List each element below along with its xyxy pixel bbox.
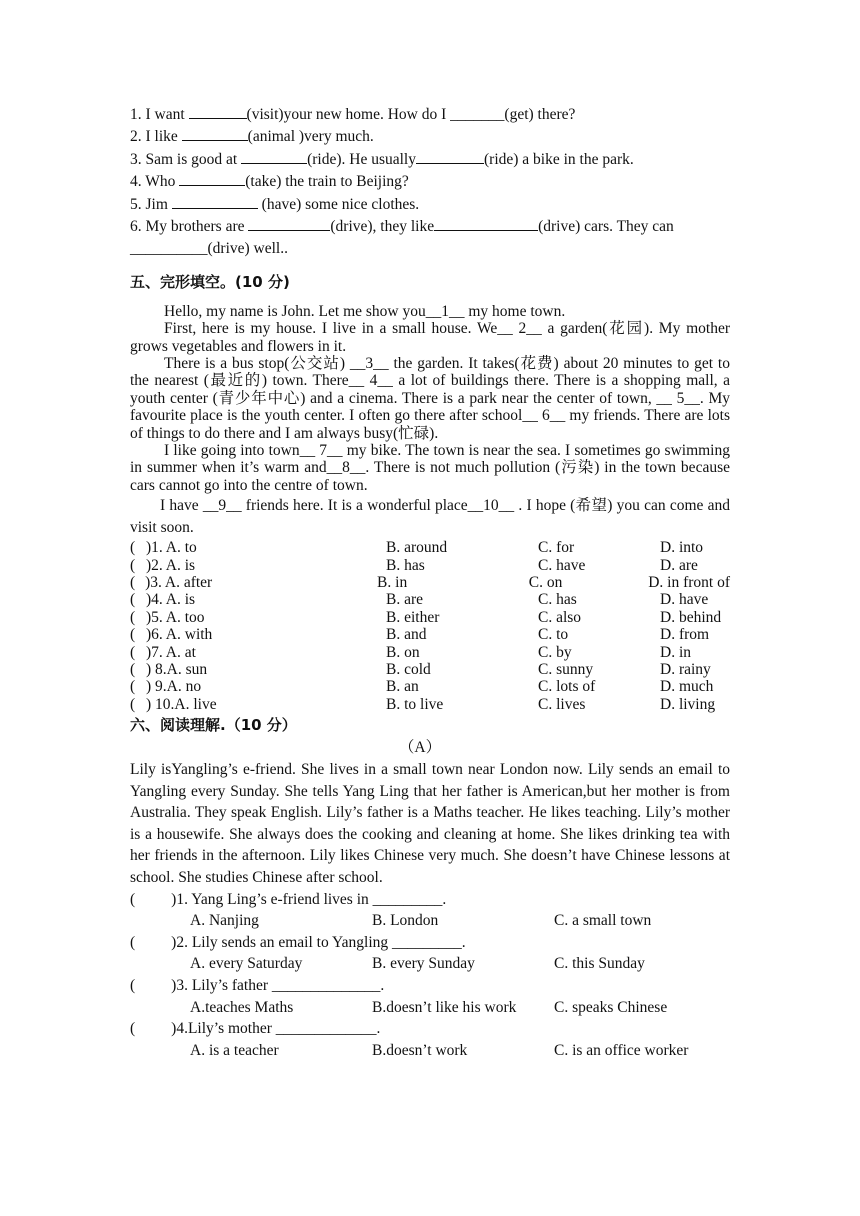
answer-blank[interactable] — [172, 194, 258, 209]
cloze-option-row: ( ) 8.A. sun B. cold C. sunny D. rainy — [130, 660, 711, 678]
reading-section-label: （A） — [398, 739, 442, 757]
reading-questions — [130, 889, 730, 1062]
cloze-paragraph-3: There is a bus stop(公交站) __3__ the garden. It takes(花费) about 20 minutes to get to the nearest (最近的) town. There__ 4__ a lot of buildings there. There is a shopping mall, a youth center (青少年中心) and a cinema. There is a park near the center of town, __ 5__. My favourite place is the youth center. I often go there after school__ 6__ my friends. There are lots of things to do there and I am always busy(忙碌). — [130, 354, 730, 442]
answer-bracket[interactable]: ( — [130, 539, 136, 557]
cloze-option-row: ( )2. A. is B. has C. have D. are — [130, 556, 698, 574]
answer-blank[interactable] — [248, 216, 330, 231]
reading-question-options: A. is a teacher B.doesn’t work C. is an office worker — [190, 1041, 689, 1059]
cloze-option-row: ( )4. A. is B. are C. has D. have — [130, 591, 709, 609]
reading-question: ( )3. Lily’s father ______________. — [130, 977, 385, 995]
answer-bracket[interactable]: ( — [130, 1020, 136, 1038]
cloze-option-row: ( )5. A. too B. either C. also D. behind — [130, 608, 722, 626]
fill-item-6-cont — [130, 238, 730, 260]
cloze-option-row: ( ) 9.A. no B. an C. lots of D. much — [130, 678, 714, 696]
answer-blank[interactable] — [416, 149, 484, 164]
fill-item-4 — [130, 171, 730, 193]
cloze-option-row: ( )6. A. with B. and C. to D. from — [130, 626, 710, 644]
answer-bracket[interactable]: ( — [130, 660, 136, 678]
answer-blank[interactable] — [189, 104, 247, 119]
reading-question-options: A. Nanjing B. London C. a small town — [190, 912, 652, 930]
cloze-paragraph-4: I like going into town__ 7__ my bike. The town is near the sea. I sometimes go swimming in summer when it’s warm and__8__. There is not much pollution (污染) in the town because cars cannot go into the centre of town. — [130, 441, 730, 494]
cloze-paragraph-2: First, here is my house. I live in a small house. We__ 2__ a garden(花园). My mother grows vegetables and flowers in it. — [130, 320, 730, 355]
fill-item-text: (take) the train to Beijing? — [245, 173, 409, 191]
answer-bracket[interactable]: ( — [130, 608, 136, 626]
answer-bracket[interactable]: ( — [130, 643, 136, 661]
fill-item-text: (ride) a bike in the park. — [484, 150, 634, 168]
cloze-option-row: ( ) 10.A. live B. to live C. lives D. living — [130, 695, 716, 713]
worksheet-page — [130, 104, 730, 1061]
cloze-passage — [130, 303, 730, 539]
answer-bracket[interactable]: ( — [130, 591, 136, 609]
reading-question-options: A.teaches Maths B.doesn’t like his work C. speaks Chinese — [190, 998, 668, 1016]
fill-item-text: (have) some nice clothes. — [257, 195, 420, 213]
reading-question: ( )4.Lily’s mother _____________. — [130, 1020, 381, 1038]
fill-item-text: (drive), they like — [330, 217, 435, 235]
fill-item-6 — [130, 216, 730, 238]
fill-item-text: (get) there? — [504, 106, 576, 123]
answer-blank[interactable] — [179, 171, 245, 186]
cloze-paragraph-1: Hello, my name is John. Let me show you__1__ my home town. — [164, 302, 566, 320]
fill-item-5 — [130, 194, 730, 216]
answer-bracket[interactable]: ( — [130, 678, 136, 696]
cloze-option-row: ( )3. A. after B. in C. on D. in front of — [130, 573, 730, 591]
fill-item-text: (visit)your new home. How do I _______ — [246, 106, 505, 123]
answer-blank[interactable] — [241, 149, 307, 164]
cloze-option-row: ( )7. A. at B. on C. by D. in — [130, 643, 691, 661]
cloze-paragraph-5: I have __9__ friends here. It is a wonderful place__10__ . I hope (希望) you can come and visit soon. — [130, 497, 730, 537]
fill-item-text: 4. Who — [130, 173, 180, 191]
fill-item-text: 5. Jim — [130, 195, 172, 213]
fill-item-text: 2. I like — [130, 128, 182, 146]
answer-blank[interactable] — [182, 126, 248, 141]
reading-question: ( )2. Lily sends an email to Yangling _________. — [130, 933, 466, 951]
cloze-option-row: ( )1. A. to B. around C. for D. into — [130, 539, 704, 557]
reading-heading: 六、阅读理解.（10 分） — [130, 716, 297, 735]
fill-item-text: (drive) cars. They can — [538, 217, 674, 235]
fill-item-text: 1. I want — [130, 106, 189, 123]
cloze-heading: 五、完形填空。(10 分) — [130, 272, 290, 291]
fill-item-text: 6. My brothers are — [130, 217, 249, 235]
answer-bracket[interactable]: ( — [130, 695, 136, 713]
fill-item-text: (ride). He usually — [307, 150, 416, 168]
fill-item-text: __________(drive) well.. — [130, 240, 288, 258]
fill-in-section — [130, 104, 730, 261]
fill-item-2 — [130, 126, 730, 148]
fill-item-text: 3. Sam is good at — [130, 150, 242, 168]
cloze-options — [130, 539, 730, 713]
answer-bracket[interactable]: ( — [130, 933, 136, 951]
fill-item-3 — [130, 149, 730, 171]
reading-question: ( )1. Yang Ling’s e-friend lives in _________. — [130, 890, 447, 908]
answer-bracket[interactable]: ( — [130, 556, 136, 574]
answer-bracket[interactable]: ( — [130, 573, 136, 591]
answer-bracket[interactable]: ( — [130, 977, 136, 995]
answer-bracket[interactable]: ( — [130, 626, 136, 644]
reading-question-options: A. every Saturday B. every Sunday C. this Sunday — [190, 955, 645, 973]
answer-bracket[interactable]: ( — [130, 890, 136, 908]
reading-passage: Lily isYangling’s e-friend. She lives in a small town near London now. Lily sends an email to Yangling every Sunday. She tells Yang Ling that her father is American,but her mother is from Australia. They speak English. Lily’s father is a Maths teacher. He likes teaching. Lily’s mother is a housewife. She always does the cooking and cleaning at home. She likes drinking tea with her friends in the afternoon. Lily likes Chinese very much. She doesn’t have Chinese lessons at school. She studies Chinese after school. — [130, 761, 730, 887]
answer-blank[interactable] — [434, 216, 538, 231]
fill-item-1 — [130, 104, 730, 126]
fill-item-text: (animal )very much. — [247, 128, 374, 146]
